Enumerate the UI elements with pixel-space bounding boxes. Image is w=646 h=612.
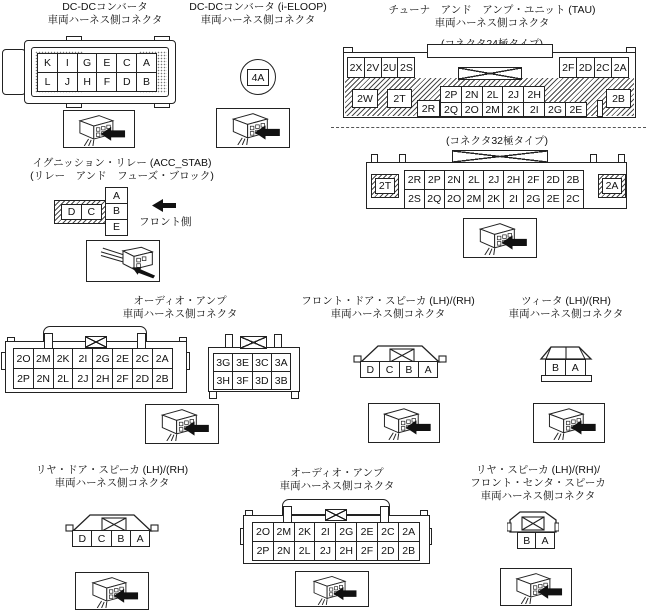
connector-view-icon-box [533, 403, 605, 443]
pin-row [252, 541, 420, 561]
pin-cell: B [105, 203, 128, 220]
pin-row [517, 532, 555, 549]
pin-row [559, 57, 629, 78]
pin-cell: B [136, 72, 157, 92]
crossed-box-icon [85, 336, 107, 348]
section-subtitle: 車両ハーネス側コネクタ [480, 490, 596, 502]
connector-foot [209, 391, 217, 399]
section-title-line2: フロント・センタ・スピーカ [470, 477, 606, 489]
pin-cell: 4A [247, 69, 269, 86]
pin-cell: 2L [482, 86, 504, 103]
pin-row [360, 361, 438, 378]
pin-cell: D [360, 361, 381, 378]
section-title: イグニッション・リレー (ACC_STAB) [32, 157, 212, 169]
pin-cell: 2V [364, 57, 382, 78]
pin-cell: D [61, 204, 82, 220]
connector-3d-with-arrow-icon [90, 243, 156, 279]
pin-cell: E [96, 53, 117, 73]
pin-cell: C [116, 53, 137, 73]
pin-row [13, 368, 173, 389]
keyed-pin-frame [598, 174, 626, 198]
connector-3d-with-arrow-icon [220, 111, 286, 145]
pin-cell: B [111, 530, 132, 547]
front-side-label: フロント側 [139, 216, 192, 228]
pin-cell: K [37, 53, 58, 73]
pin-cell: A [105, 187, 128, 204]
pin-cell: 3F [232, 371, 253, 390]
pin-cell: 2B [606, 89, 631, 108]
pin-cell: 2M [482, 102, 504, 117]
pin-cell: 2C [594, 57, 613, 78]
pin-cell: 2W [352, 89, 378, 108]
pin-row [13, 348, 173, 369]
pin-row [440, 102, 587, 117]
connector-3d-with-arrow-icon [149, 407, 215, 441]
connector-top-tab [225, 334, 233, 348]
pin-cell: 2I [503, 189, 524, 209]
pin-cell: 2B [563, 170, 584, 190]
pin-cell: J [57, 72, 78, 92]
section-subtitle: 車両ハーネス側コネクタ [279, 480, 395, 492]
pin-row [213, 353, 291, 372]
pin-cell: 2K [53, 348, 74, 369]
pin-cell: 2B [398, 541, 420, 561]
pin-cell: 2C [377, 522, 399, 542]
pin-cell: 2N [461, 86, 483, 103]
pin-cell: 2K [294, 522, 316, 542]
section-title: DC-DCコンバータ (i-ELOOP) [189, 1, 327, 13]
connector-top-lug [427, 44, 553, 58]
pin-cell: 2T [387, 89, 412, 108]
connector-view-icon-box [295, 571, 369, 607]
pin-cell: 2A [398, 522, 420, 542]
pin-cell: 2O [444, 189, 465, 209]
pin-cell: 2C [563, 189, 584, 209]
pin-cell: 3H [213, 371, 234, 390]
pin-cell: 2L [294, 541, 316, 561]
pin-cell: 2A [611, 57, 630, 78]
pin-cell: 2B [152, 368, 173, 389]
pin-cell: 2G [523, 189, 544, 209]
pin-cell: 2D [377, 541, 399, 561]
connector-3d-with-arrow-icon [67, 113, 131, 146]
pin-cell: 2L [463, 170, 484, 190]
pin-row [72, 530, 150, 547]
pin-cell: 2O [13, 348, 34, 369]
pin-cell: 2E [112, 348, 133, 369]
connector-view-icon-box [463, 218, 537, 258]
section-title: オーディオ・アンプ [133, 295, 227, 307]
pin-cell: 2P [424, 170, 445, 190]
pin-row [347, 57, 415, 78]
pin-cell: 2T [375, 178, 395, 194]
pin-cell: 2X [347, 57, 365, 78]
pin-cell: D [72, 530, 93, 547]
connector-top-shell [507, 511, 559, 534]
pin-cell: B [545, 359, 566, 376]
pin-row [404, 189, 584, 209]
connector-3d-with-arrow-icon [79, 575, 145, 608]
left-arrow-icon [152, 199, 176, 212]
pin-cell: 2E [565, 102, 587, 117]
pin-cell: C [81, 204, 102, 220]
section-subtitle: 車両ハーネス側コネクタ [508, 308, 624, 320]
pin-cell: 2M [463, 189, 484, 209]
pin-row [37, 72, 157, 92]
pin-cell: 2S [397, 57, 415, 78]
pin-cell: 2O [461, 102, 483, 117]
pin-cell: 2F [559, 57, 578, 78]
pin-cell: B [517, 532, 537, 549]
pin-cell: 2J [483, 170, 504, 190]
pin-cell: H [77, 72, 98, 92]
pin-cell: 3D [252, 371, 273, 390]
pin-cell: 3B [271, 371, 292, 390]
pin-cell: 3G [213, 353, 234, 372]
pin-cell: 2H [92, 368, 113, 389]
pin-cell: 2M [33, 348, 54, 369]
pin-cell: 2D [132, 368, 153, 389]
pin-cell: 3E [232, 353, 253, 372]
connector-foot [291, 391, 299, 399]
pin-cell: 2N [273, 541, 295, 561]
section-subtitle: 車両ハーネス側コネクタ [54, 477, 170, 489]
section-subtitle: 車両ハーネス側コネクタ [47, 14, 163, 26]
connector-3d-with-arrow-icon [300, 574, 364, 605]
pin-cell: 2R [417, 100, 440, 117]
lug-leg [283, 506, 292, 523]
pin-column [105, 187, 128, 236]
pin-row [440, 86, 545, 103]
pin-cell: C [91, 530, 112, 547]
pin-cell: 2O [252, 522, 274, 542]
keyed-pin-frame [371, 174, 399, 198]
connector-3d-with-arrow-icon [372, 406, 436, 440]
section-title: リヤ・ドア・スピーカ (LH)/(RH) [35, 464, 189, 476]
pin-cell: A [565, 359, 586, 376]
pin-cell: 2H [523, 86, 545, 103]
pin-cell: 2A [152, 348, 173, 369]
pin-cell: B [399, 361, 420, 378]
pin-cell: G [77, 53, 98, 73]
crossed-box-icon [240, 336, 267, 349]
pin-cell: 2I [72, 348, 93, 369]
pin-cell: 2I [314, 522, 336, 542]
pin-cell: D [116, 72, 137, 92]
connector-view-icon-box [500, 568, 572, 606]
pin-cell: 2P [13, 368, 34, 389]
pin-cell: 2S [404, 189, 425, 209]
connector-top-tab [274, 334, 282, 348]
pin-cell: 2Q [424, 189, 445, 209]
pin-cell: A [130, 530, 151, 547]
pin-cell: 3C [252, 353, 273, 372]
pin-cell: 2G [335, 522, 357, 542]
pin-cell: 2J [314, 541, 336, 561]
pin-cell: 2R [404, 170, 425, 190]
pin-row [404, 170, 584, 190]
pin-cell: A [418, 361, 439, 378]
blank-slot [597, 100, 603, 117]
pin-row [213, 371, 291, 390]
section-subtitle: 車両ハーネス側コネクタ [434, 17, 550, 29]
pin-cell: C [379, 361, 400, 378]
pin-cell: I [57, 53, 78, 73]
pin-row [37, 53, 157, 73]
pin-cell: 2P [440, 86, 462, 103]
pin-cell: 2A [602, 178, 622, 194]
connector-view-icon-box [368, 403, 440, 443]
section-subtitle: 車両ハーネス側コネクタ [200, 14, 316, 26]
pin-cell: 2C [132, 348, 153, 369]
section-subtitle: (リレー アンド フューズ・ブロック) [30, 170, 214, 182]
pin-cell: 2E [356, 522, 378, 542]
lug-leg [380, 506, 389, 523]
connector-3d-with-arrow-icon [467, 221, 533, 255]
section-subtitle: 車両ハーネス側コネクタ [122, 308, 238, 320]
pin-cell: A [136, 53, 157, 73]
pin-cell: 2L [53, 368, 74, 389]
pin-row [545, 359, 586, 376]
crossed-box-icon [458, 67, 522, 80]
pin-cell: 2N [444, 170, 465, 190]
connector-view-icon-box [75, 572, 149, 610]
pin-row [61, 204, 102, 220]
section-title: ツィータ (LH)/(RH) [521, 295, 611, 307]
pin-cell: 2G [544, 102, 566, 117]
connector-view-icon-box [145, 404, 219, 444]
crossed-box-icon [325, 509, 347, 521]
connector-base [541, 375, 592, 382]
pin-cell: 2H [335, 541, 357, 561]
pin-cell: 2P [252, 541, 274, 561]
connector-type-label-32pin: (コネクタ32極タイプ) [446, 135, 548, 147]
pin-cell: 2N [33, 368, 54, 389]
section-title: オーディオ・アンプ [290, 467, 384, 479]
connector-view-icon-box [86, 240, 160, 282]
section-divider-dashed-line [331, 127, 646, 128]
pin-cell: E [105, 219, 128, 236]
connector-view-icon-box [63, 110, 135, 148]
connector-view-icon-box [216, 108, 290, 148]
pin-row [252, 522, 420, 542]
pin-cell: 2U [381, 57, 399, 78]
pin-cell: A [535, 532, 555, 549]
pin-cell: 2E [543, 189, 564, 209]
connector-3d-with-arrow-icon [537, 406, 601, 440]
connector-left-lug [2, 49, 26, 95]
pin-cell: 2J [502, 86, 524, 103]
section-subtitle: 車両ハーネス側コネクタ [330, 308, 446, 320]
pin-cell: 2Q [440, 102, 462, 117]
section-title: リヤ・スピーカ (LH)/(RH)/ [476, 464, 600, 476]
section-title: DC-DCコンバータ [62, 1, 148, 13]
pin-cell: 2M [273, 522, 295, 542]
pin-cell: 2F [356, 541, 378, 561]
pin-cell: 2G [92, 348, 113, 369]
pin-cell: 2K [502, 102, 524, 117]
pin-cell: 2D [576, 57, 595, 78]
pin-cell: 2F [112, 368, 133, 389]
connector-3d-with-arrow-icon [504, 571, 568, 604]
pin-cell: F [96, 72, 117, 92]
crossed-box-icon [452, 150, 548, 163]
pin-cell: L [37, 72, 58, 92]
section-title: チューナ アンド アンプ・ユニット (TAU) [388, 4, 596, 16]
pin-cell: 2K [483, 189, 504, 209]
pin-cell: 2D [543, 170, 564, 190]
pin-cell: 2F [523, 170, 544, 190]
pin-cell: 3A [271, 353, 292, 372]
pin-cell: 2J [72, 368, 93, 389]
pin-cell: 2H [503, 170, 524, 190]
section-title: フロント・ドア・スピーカ (LH)/(RH) [301, 295, 475, 307]
pin-cell: 2I [523, 102, 545, 117]
